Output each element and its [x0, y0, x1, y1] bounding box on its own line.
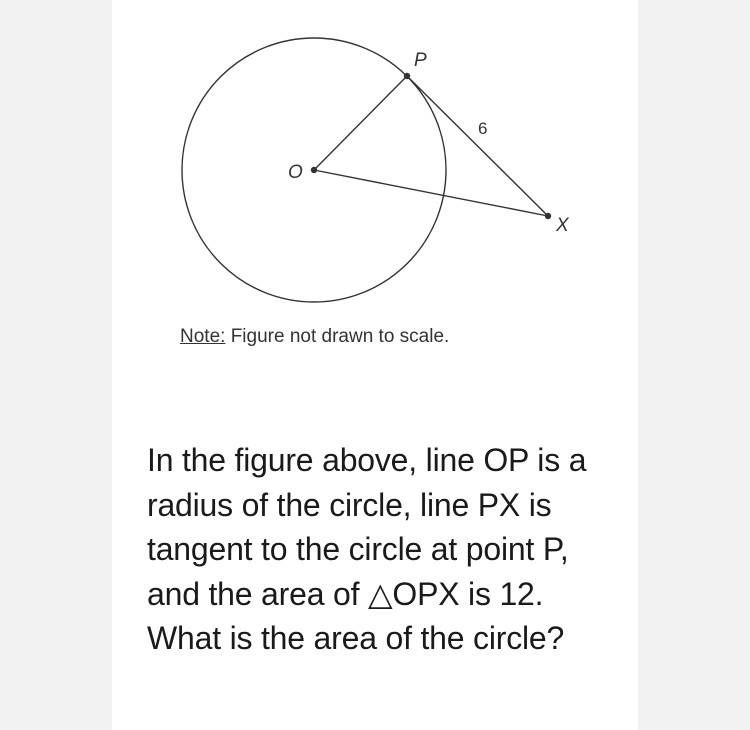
label-o: O [288, 162, 303, 183]
question-text: In the figure above, line OP is a radius of the circle, line PX is tangent to the circle at point P, and the area of △OPX is 12. What is the area of the circle? [147, 442, 587, 656]
note-text: Figure not drawn to scale. [225, 326, 450, 347]
label-px-length: 6 [478, 119, 488, 138]
label-x: X [556, 215, 569, 236]
point-p [404, 73, 410, 79]
figure-note [180, 326, 449, 348]
geometry-figure [112, 0, 638, 320]
point-x [545, 213, 551, 219]
radius-op [314, 76, 407, 170]
label-p: P [414, 50, 427, 71]
question-card [112, 0, 638, 730]
circle-tangent-diagram [112, 0, 638, 320]
note-label: Note: [180, 326, 226, 347]
tangent-px [407, 76, 548, 216]
segment-ox [314, 170, 548, 216]
point-o [311, 167, 317, 173]
